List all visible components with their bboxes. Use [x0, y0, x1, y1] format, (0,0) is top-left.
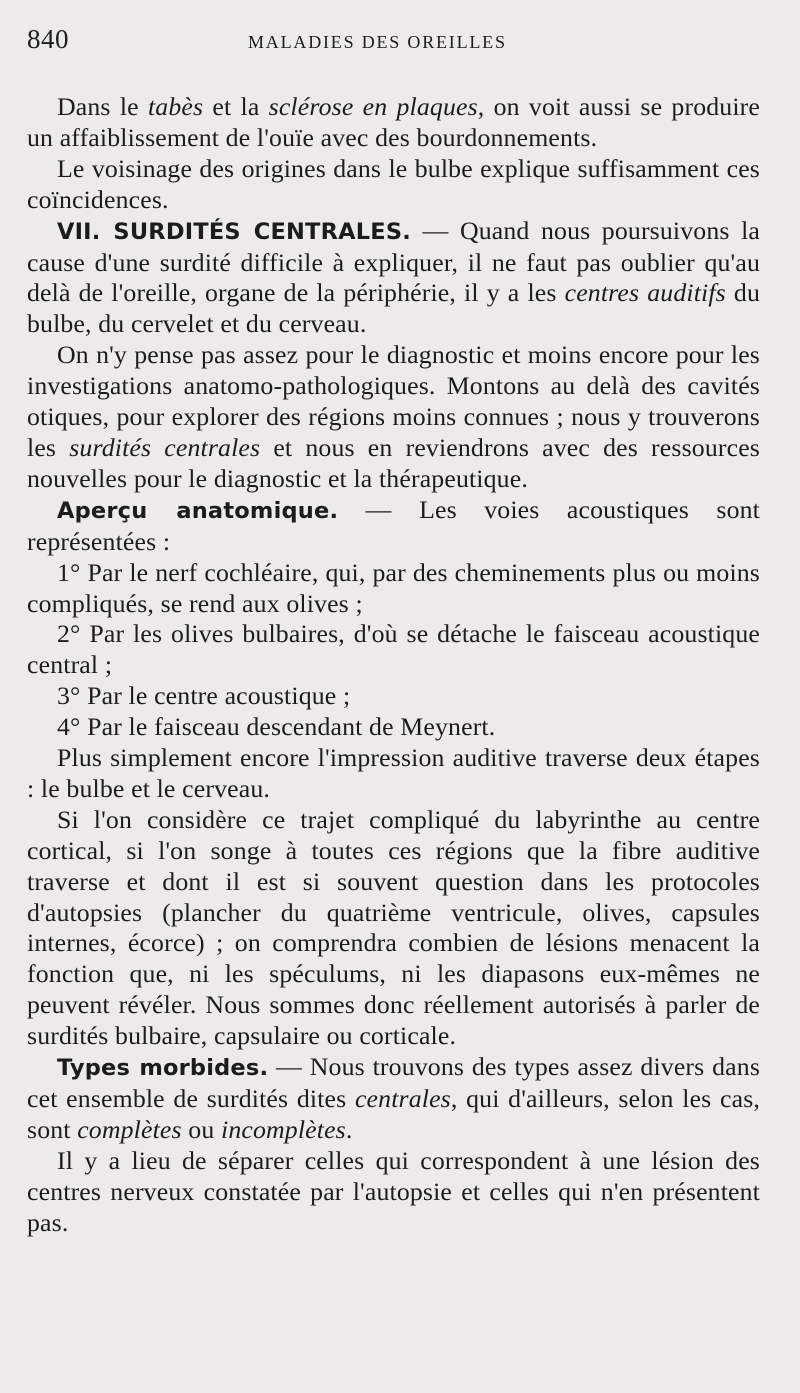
- text-run: Si l'on considère ce trajet compliqué du labyrinthe au centre cortical, si l'on songe à toutes ces régions que la fibre auditive traverse et dont il est si souvent question dans les protocoles d'autopsies (plancher du quatrième ventricule, olives, capsules internes, écorce) ; on comprendra combien de lésions menacent la fonction que, ni les spéculums, ni les diapasons eux-mêmes ne peuvent révéler. Nous sommes donc réellement autorisés à parler de surdités bulbaire, capsulaire ou corticale.: [27, 804, 760, 1051]
- paragraph: [27, 558, 760, 620]
- italic-phrase: tabès: [147, 92, 204, 121]
- running-head: [27, 18, 760, 62]
- text-run: On n'y pense pas assez pour le diagnostic et moins encore pour les investigations anatomo-pathologiques. Montons au delà des cavités otiques, pour explorer des régions moins connues ; nous y trouverons les: [27, 340, 760, 462]
- text-run: .: [345, 1114, 353, 1144]
- italic-phrase: centrales: [354, 1084, 451, 1113]
- paragraph: [27, 805, 760, 1052]
- paragraph: [27, 340, 760, 495]
- text-run: Dans le: [57, 92, 148, 121]
- text-run: Le voisinage des origines dans le bulbe explique suffisamment ces coïncidences.: [27, 153, 760, 214]
- text-run: 3° Par le centre acoustique ;: [57, 681, 351, 711]
- italic-phrase: sclérose en plaques: [268, 92, 478, 121]
- page-number: 840: [27, 24, 69, 54]
- text-run: — Nous trouvons des types assez divers dans cet ensemble de surdités dites: [27, 1052, 761, 1113]
- paragraph: [27, 1052, 760, 1146]
- text-run: du bulbe, du cervelet et du cerveau.: [27, 278, 761, 339]
- section-heading: Types morbides.: [57, 1055, 269, 1082]
- italic-phrase: incomplètes: [221, 1114, 346, 1144]
- text-run: — Les voies acoustiques sont représentées :: [27, 494, 760, 556]
- italic-phrase: complètes: [77, 1114, 182, 1144]
- paragraph: [27, 743, 760, 805]
- running-title: MALADIES DES OREILLES: [248, 32, 507, 52]
- text-run: ou: [181, 1114, 221, 1144]
- text-run: et la: [203, 92, 269, 121]
- text-run: 2° Par les olives bulbaires, d'où se détache le faisceau acoustique central ;: [27, 619, 760, 680]
- paragraph: [27, 154, 760, 216]
- paragraph: [27, 681, 760, 712]
- section-heading: Aperçu anatomique.: [57, 497, 339, 524]
- body-text: [27, 92, 760, 1239]
- section-heading: VII. SURDITÉS CENTRALES.: [57, 218, 411, 245]
- paragraph: [27, 216, 760, 341]
- text-run: , qui d'ailleurs, selon les cas, sont: [27, 1084, 760, 1144]
- text-run: — Quand nous poursuivons la cause d'une surdité difficile à expliquer, il ne faut pas oublier qu'au delà de l'oreille, organe de la périphérie, il y a les: [27, 215, 760, 308]
- text-run: 1° Par le nerf cochléaire, qui, par des cheminements plus ou moins compliqués, se rend aux olives ;: [27, 557, 760, 618]
- paragraph: [27, 92, 760, 154]
- text-run: et nous en reviendrons avec des ressources nouvelles pour le diagnostic et la thérapeutique.: [27, 432, 760, 493]
- italic-phrase: centres auditifs: [564, 278, 726, 308]
- paragraph: [27, 712, 760, 743]
- italic-phrase: surdités centrales: [69, 432, 261, 462]
- paragraph: [27, 495, 760, 558]
- text-run: Plus simplement encore l'impression auditive traverse deux étapes : le bulbe et le cerveau.: [27, 743, 760, 803]
- text-run: Il y a lieu de séparer celles qui correspondent à une lésion des centres nerveux constatée par l'autopsie et celles qui n'en présentent pas.: [27, 1145, 760, 1237]
- paragraph: [27, 619, 760, 681]
- text-run: 4° Par le faisceau descendant de Meynert.: [57, 712, 496, 742]
- paragraph: [27, 1146, 760, 1239]
- text-run: , on voit aussi se produire un affaiblissement de l'ouïe avec des bourdonnements.: [27, 92, 761, 152]
